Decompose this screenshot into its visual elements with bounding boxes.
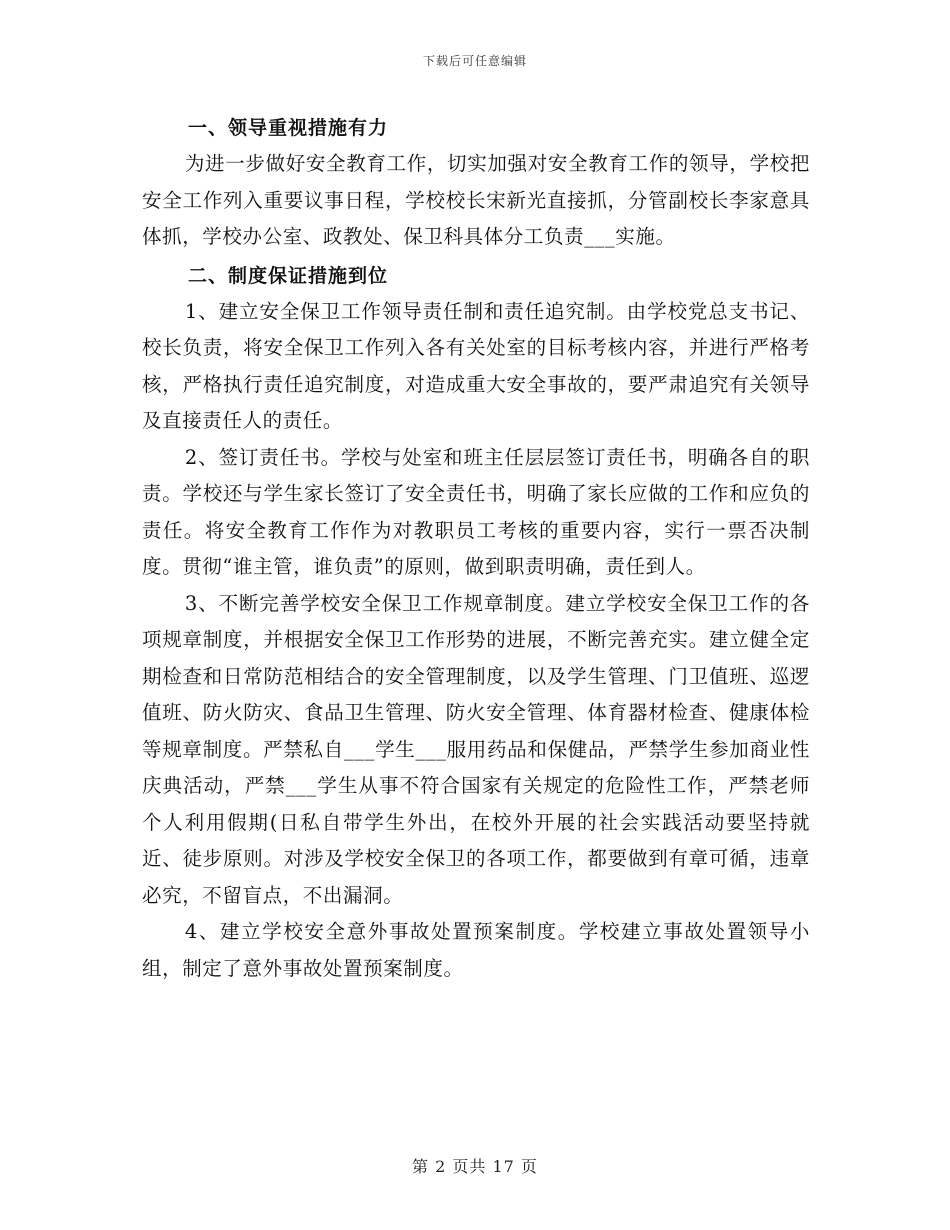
paragraph-leadership: 为进一步做好安全教育工作，切实加强对安全教育工作的领导，学校把安全工作列入重要议事日程，学校校长宋新光直接抓，分管副校长李家意具体抓，学校办公室、政教处、保卫科具体分工负责___实施。 bbox=[142, 152, 810, 248]
paragraph-responsibility-letter: 2、签订责任书。学校与处室和班主任层层签订责任书，明确各自的职责。学校还与学生家长签订了安全责任书，明确了家长应做的工作和应负的责任。将安全教育工作作为对教职员工考核的重要内容，实行一票否决制度。贯彻“谁主管，谁负责”的原则，做到职责明确，责任到人。 bbox=[142, 445, 810, 578]
page-footer: 第 2 页共 17 页 bbox=[412, 1157, 538, 1176]
document-body bbox=[142, 110, 810, 987]
section-heading-1: 一、领导重视措施有力 bbox=[188, 117, 389, 139]
paragraph-responsibility-system: 1、建立安全保卫工作领导责任制和责任追究制。由学校党总支书记、校长负责，将安全保卫工作列入各有关处室的目标考核内容，并进行严格考核，严格执行责任追究制度，对造成重大安全事故的，要严肃追究有关领导及直接责任人的责任。 bbox=[142, 299, 810, 432]
paragraph-emergency-plan: 4、建立学校安全意外事故处置预案制度。学校建立事故处置领导小组，制定了意外事故处置预案制度。 bbox=[142, 920, 810, 980]
paragraph-rules-and-regulations: 3、不断完善学校安全保卫工作规章制度。建立学校安全保卫工作的各项规章制度，并根据安全保卫工作形势的进展，不断完善充实。建立健全定期检查和日常防范相结合的安全管理制度，以及学生管理、门卫值班、巡逻值班、防火防灾、食品卫生管理、防火安全管理、体育器材检查、健康体检等规章制度。严禁私自___学生___服用药品和保健品，严禁学生参加商业性庆典活动，严禁___学生从事不符合国家有关规定的危险性工作，严禁老师个人利用假期(日私自带学生外出，在校外开展的社会实践活动要坚持就近、徒步原则。对涉及学校安全保卫的各项工作，都要做到有章可循，违章必究，不留盲点，不出漏洞。 bbox=[142, 591, 810, 907]
page-header: 下载后可任意编辑 bbox=[422, 54, 527, 68]
section-heading-2: 二、制度保证措施到位 bbox=[188, 264, 389, 287]
